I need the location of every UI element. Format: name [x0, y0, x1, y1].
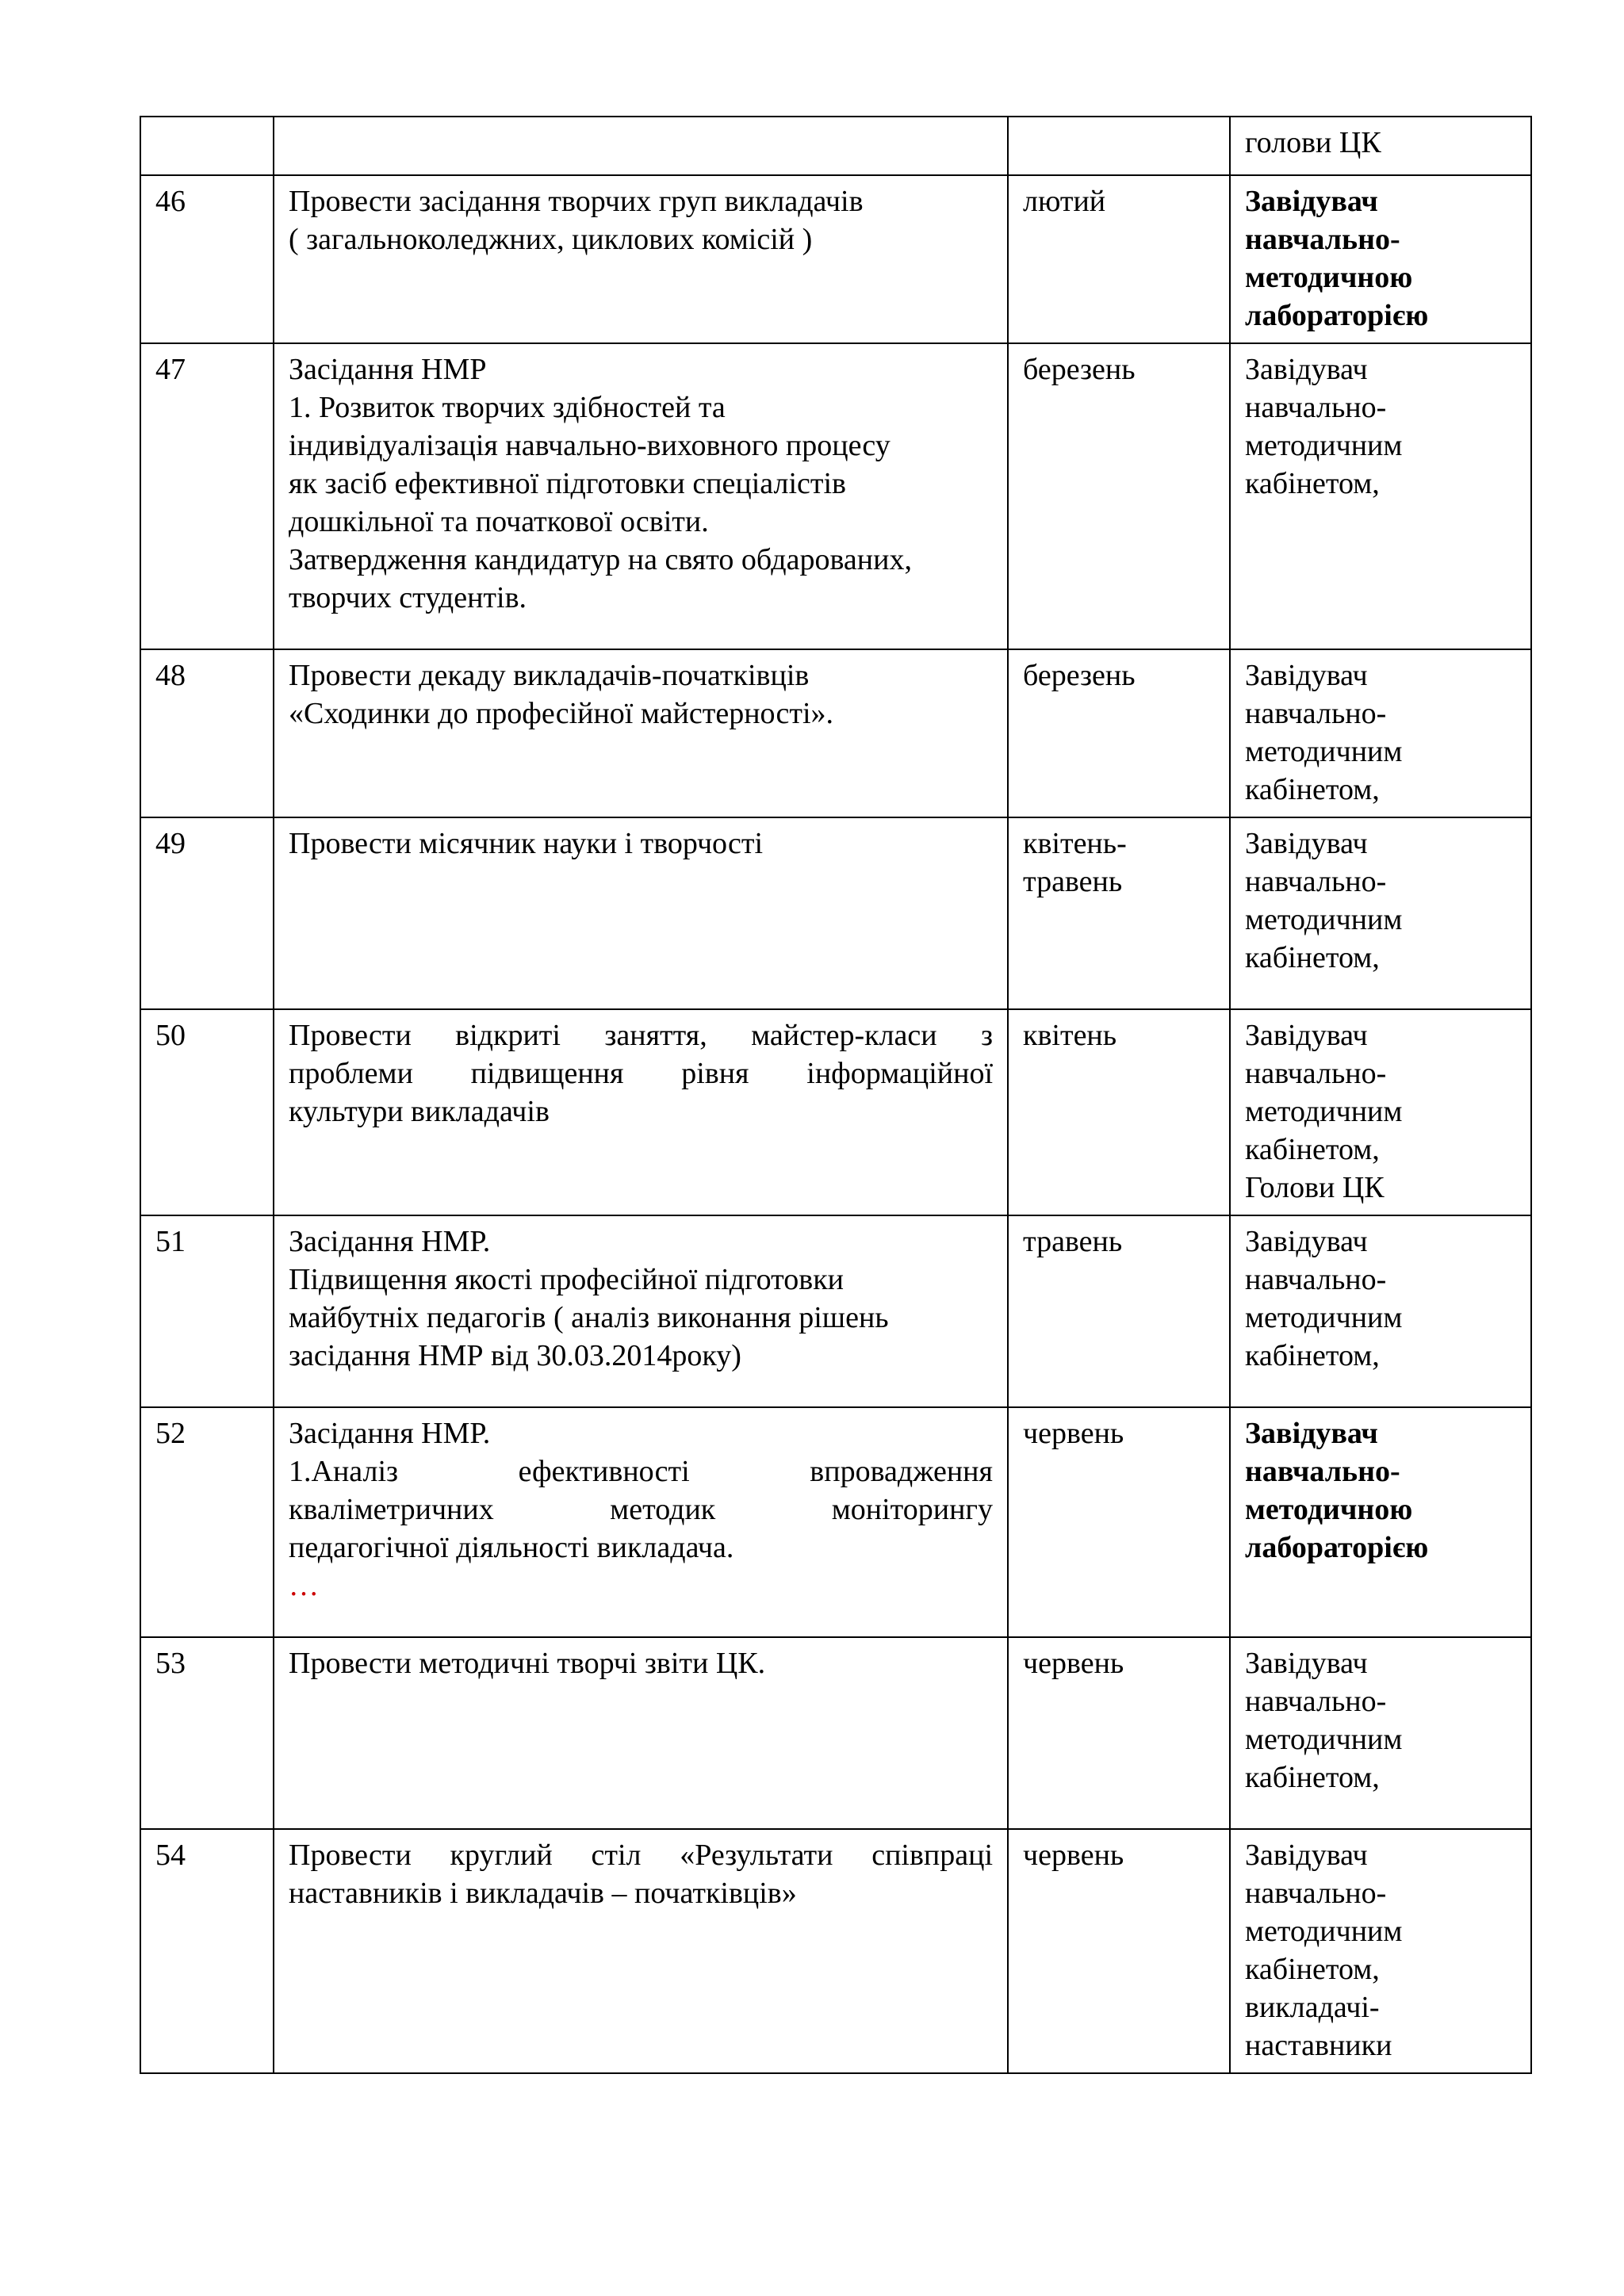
- row-number-cell: [140, 343, 274, 649]
- table-row: [140, 817, 1531, 1009]
- responsible-line: методичним: [1245, 1723, 1403, 1756]
- responsible-cell: [1230, 117, 1531, 175]
- activity-cell: [274, 1829, 1008, 2073]
- responsible-line: Завідувач: [1245, 1417, 1378, 1450]
- responsible-line: кабінетом,: [1245, 1339, 1380, 1372]
- row-number-cell: [140, 817, 274, 1009]
- responsible-line: навчально-: [1245, 1877, 1387, 1910]
- date-cell: [1008, 175, 1230, 343]
- activity-line: Провести відкриті заняття, майстер-класи з: [289, 1019, 993, 1052]
- activity-text: [289, 182, 993, 258]
- responsible-line: кабінетом,: [1245, 467, 1380, 500]
- activity-cell: [274, 343, 1008, 649]
- date-cell: [1008, 1637, 1230, 1829]
- responsible-line: Завідувач: [1245, 1019, 1368, 1052]
- responsible-line: кабінетом,: [1245, 1761, 1380, 1794]
- responsible-line: Завідувач: [1245, 1647, 1368, 1680]
- activity-line: наставників і викладачів – початківців»: [289, 1877, 797, 1910]
- table-row: [140, 343, 1531, 649]
- responsible-line: лабораторією: [1245, 299, 1429, 332]
- activity-cell: [274, 1407, 1008, 1637]
- responsible-line: методичним: [1245, 1095, 1403, 1128]
- activity-cell: [274, 1637, 1008, 1829]
- activity-line: педагогічної діяльності викладача.: [289, 1531, 734, 1564]
- date-line: лютий: [1023, 185, 1106, 218]
- row-number-cell: [140, 1009, 274, 1215]
- date-cell: [1008, 1407, 1230, 1637]
- activity-line: Провести засідання творчих груп викладачів: [289, 185, 864, 218]
- row-number: 46: [155, 185, 186, 218]
- plan-table: [140, 116, 1532, 2074]
- responsible-line: кабінетом,: [1245, 941, 1380, 974]
- responsible-line: навчально-: [1245, 865, 1387, 898]
- responsible-line: методичним: [1245, 429, 1403, 462]
- responsible-cell: [1230, 1637, 1531, 1829]
- activity-text: [289, 350, 993, 617]
- row-number: 52: [155, 1417, 186, 1450]
- responsible-line: Завідувач: [1245, 659, 1368, 692]
- date-cell: [1008, 1215, 1230, 1407]
- activity-line: індивідуалізація навчально-виховного процесу: [289, 429, 891, 462]
- responsible-cell: [1230, 1407, 1531, 1637]
- continuation-ellipsis: …: [289, 1569, 319, 1602]
- responsible-line: Голови ЦК: [1245, 1171, 1385, 1204]
- activity-line: майбутніх педагогів ( аналіз виконання рішень: [289, 1301, 889, 1334]
- responsible-line: наставники: [1245, 2029, 1392, 2062]
- activity-line: «Сходинки до професійної майстерності».: [289, 697, 834, 730]
- row-number-cell: [140, 1215, 274, 1407]
- activity-text: [289, 825, 993, 863]
- activity-cell: [274, 649, 1008, 817]
- date-line: квітень: [1023, 1019, 1117, 1052]
- responsible-line: навчально-: [1245, 697, 1387, 730]
- responsible-line: навчально-: [1245, 1057, 1387, 1090]
- row-number: 48: [155, 659, 186, 692]
- activity-line: 1. Розвиток творчих здібностей та: [289, 391, 726, 424]
- responsible-line: Завідувач: [1245, 185, 1378, 218]
- activity-text: [289, 656, 993, 733]
- activity-line: Засідання НМР.: [289, 1225, 491, 1258]
- responsible-cell: [1230, 1009, 1531, 1215]
- date-line: травень: [1023, 1225, 1123, 1258]
- responsible-line: кабінетом,: [1245, 1953, 1380, 1986]
- activity-text: [289, 1836, 993, 1912]
- activity-line: Провести декаду викладачів-початківців: [289, 659, 810, 692]
- activity-text: [289, 1016, 993, 1131]
- date-line: квітень-: [1023, 827, 1127, 860]
- responsible-line: Завідувач: [1245, 353, 1368, 386]
- responsible-line: методичною: [1245, 261, 1413, 294]
- date-cell: [1008, 1009, 1230, 1215]
- activity-line: як засіб ефективної підготовки спеціалістів: [289, 467, 846, 500]
- row-number-cell: [140, 175, 274, 343]
- activity-line: 1.Аналіз ефективності впровадження: [289, 1455, 993, 1488]
- activity-text: [289, 1644, 993, 1682]
- activity-cell: [274, 817, 1008, 1009]
- responsible-line: Завідувач: [1245, 1839, 1368, 1872]
- date-line: травень: [1023, 865, 1123, 898]
- activity-text: [289, 1414, 993, 1567]
- responsible-line: навчально-: [1245, 391, 1387, 424]
- table-row: [140, 1637, 1531, 1829]
- responsible-cell: [1230, 1829, 1531, 2073]
- responsible-line: кабінетом,: [1245, 1133, 1380, 1166]
- row-number: 51: [155, 1225, 186, 1258]
- date-cell: [1008, 343, 1230, 649]
- date-cell: [1008, 649, 1230, 817]
- responsible-line: навчально-: [1245, 1685, 1387, 1718]
- activity-line: ( загальноколеджних, циклових комісій ): [289, 223, 813, 256]
- activity-line: проблеми підвищення рівня інформаційної: [289, 1057, 993, 1090]
- responsible-line: методичним: [1245, 903, 1403, 936]
- activity-line: Підвищення якості професійної підготовки: [289, 1263, 845, 1296]
- responsible-line: голови ЦК: [1245, 126, 1381, 159]
- date-cell: [1008, 817, 1230, 1009]
- activity-line: Провести місячник науки і творчості: [289, 827, 764, 860]
- row-number: 53: [155, 1647, 186, 1680]
- responsible-line: методичним: [1245, 1301, 1403, 1334]
- row-number: 47: [155, 353, 186, 386]
- activity-cell: [274, 1009, 1008, 1215]
- row-number-cell: [140, 1829, 274, 2073]
- responsible-line: лабораторією: [1245, 1531, 1429, 1564]
- responsible-cell: [1230, 343, 1531, 649]
- activity-line: Провести круглий стіл «Результати співпраці: [289, 1839, 993, 1872]
- responsible-line: Завідувач: [1245, 827, 1368, 860]
- responsible-cell: [1230, 817, 1531, 1009]
- date-line: червень: [1023, 1417, 1124, 1450]
- row-number: 54: [155, 1839, 186, 1872]
- table-row: [140, 1009, 1531, 1215]
- table-row: [140, 1829, 1531, 2073]
- row-number-cell: [140, 117, 274, 175]
- table-row: [140, 175, 1531, 343]
- table-row: [140, 1407, 1531, 1637]
- activity-cell: [274, 1215, 1008, 1407]
- row-number: 50: [155, 1019, 186, 1052]
- activity-cell: [274, 175, 1008, 343]
- table-row: [140, 649, 1531, 817]
- responsible-line: навчально-: [1245, 1455, 1400, 1488]
- activity-line: кваліметричних методик моніторингу: [289, 1493, 993, 1526]
- row-number: 49: [155, 827, 186, 860]
- responsible-line: навчально-: [1245, 1263, 1387, 1296]
- activity-text: [289, 1223, 993, 1375]
- responsible-line: методичним: [1245, 735, 1403, 768]
- plan-table-body: [140, 117, 1531, 2073]
- responsible-cell: [1230, 1215, 1531, 1407]
- responsible-line: викладачі-: [1245, 1991, 1380, 2024]
- table-row: [140, 1215, 1531, 1407]
- date-line: червень: [1023, 1839, 1124, 1872]
- row-number-cell: [140, 649, 274, 817]
- activity-line: Засідання НМР.: [289, 1417, 491, 1450]
- activity-line: дошкільної та початкової освіти.: [289, 505, 709, 538]
- responsible-line: методичним: [1245, 1915, 1403, 1948]
- table-row: [140, 117, 1531, 175]
- date-line: червень: [1023, 1647, 1124, 1680]
- activity-cell: [274, 117, 1008, 175]
- responsible-cell: [1230, 175, 1531, 343]
- responsible-cell: [1230, 649, 1531, 817]
- date-cell: [1008, 117, 1230, 175]
- activity-line: культури викладачів: [289, 1095, 550, 1128]
- activity-line: Засідання НМР: [289, 353, 487, 386]
- date-cell: [1008, 1829, 1230, 2073]
- row-number-cell: [140, 1637, 274, 1829]
- activity-line: Затвердження кандидатур на свято обдарованих,: [289, 543, 912, 576]
- activity-line: творчих студентів.: [289, 581, 527, 614]
- activity-line: Провести методичні творчі звіти ЦК.: [289, 1647, 766, 1680]
- responsible-line: Завідувач: [1245, 1225, 1368, 1258]
- activity-line: засідання НМР від 30.03.2014року): [289, 1339, 741, 1372]
- responsible-line: кабінетом,: [1245, 773, 1380, 806]
- responsible-line: методичною: [1245, 1493, 1413, 1526]
- row-number-cell: [140, 1407, 274, 1637]
- date-line: березень: [1023, 659, 1136, 692]
- date-line: березень: [1023, 353, 1136, 386]
- responsible-line: навчально-: [1245, 223, 1400, 256]
